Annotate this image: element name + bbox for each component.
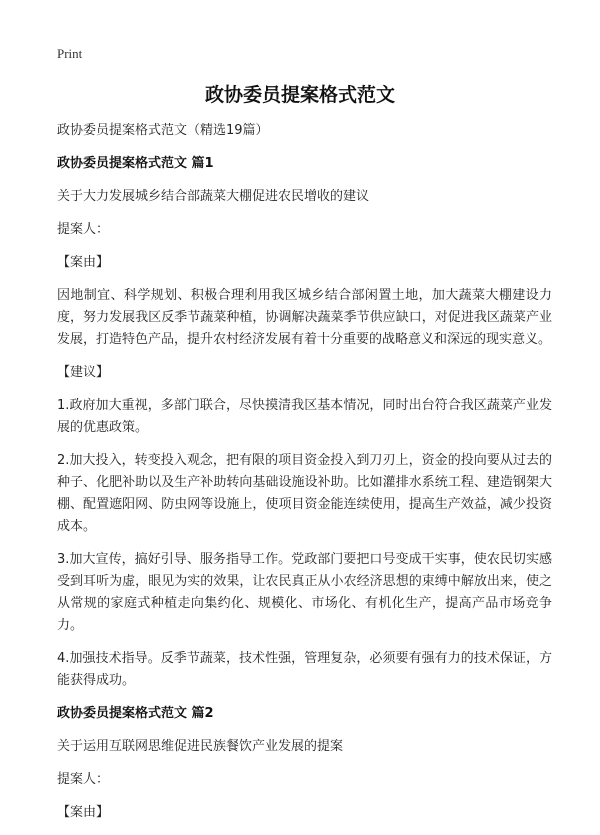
reason-label-2: 【案由】 bbox=[57, 805, 110, 820]
page-title: 政协委员提案格式范文 bbox=[204, 84, 395, 106]
suggestion-item: 1.政府加大重视，多部门联合，尽快摸清我区基本情况，同时出台符合我区蔬菜产业发展的优惠政策。 bbox=[57, 398, 552, 435]
suggestion-item: 4.加强技术指导。反季节蔬菜，技术性强，管理复杂，必须要有强有力的技术保证，方能获得成功。 bbox=[57, 651, 552, 688]
print-label[interactable]: Print bbox=[57, 46, 83, 61]
document-body bbox=[57, 120, 552, 835]
reason-text-1: 因地制宜、科学规划、积极合理利用我区城乡结合部闲置土地，加大蔬菜大棚建设力度，努力发展我区反季节蔬菜种植，协调解决蔬菜季节供应缺口，对促进我区蔬菜产业发展，打造特色产品，提升农村经济发展有着十分重要的战略意义和深远的现实意义。 bbox=[57, 288, 552, 347]
section-heading-2: 政协委员提案格式范文 篇2 bbox=[57, 706, 214, 721]
suggestion-item: 3.加大宣传，搞好引导、服务指导工作。党政部门要把口号变成干实事，使农民切实感受到耳听为虚，眼见为实的效果，让农民真正从小农经济思想的束缚中解放出来，使之从常规的家庭式种植走向集约化、规模化、市场化、有机化生产，提高产品市场竞争力。 bbox=[57, 552, 552, 633]
document-subtitle: 政协委员提案格式范文（精选19篇） bbox=[57, 123, 269, 138]
section-topic-2: 关于运用互联网思维促进民族餐饮产业发展的提案 bbox=[57, 739, 344, 754]
reason-label-1: 【案由】 bbox=[57, 255, 110, 270]
suggestion-label-1: 【建议】 bbox=[57, 365, 110, 380]
proposer-label-2: 提案人： bbox=[57, 772, 110, 787]
section-topic-1: 关于大力发展城乡结合部蔬菜大棚促进农民增收的建议 bbox=[57, 189, 370, 204]
section-heading-1: 政协委员提案格式范文 篇1 bbox=[57, 156, 214, 171]
proposer-label-1: 提案人： bbox=[57, 222, 110, 237]
suggestion-item: 2.加大投入，转变投入观念，把有限的项目资金投入到刀刃上，资金的投向要从过去的种子、化肥补助以及生产补助转向基础设施设补助。比如灌排水系统工程、建造钢架大棚、配置遮阳网、防虫网等设施上，使项目资金能连续使用，提高生产效益，减少投资成本。 bbox=[57, 453, 552, 534]
